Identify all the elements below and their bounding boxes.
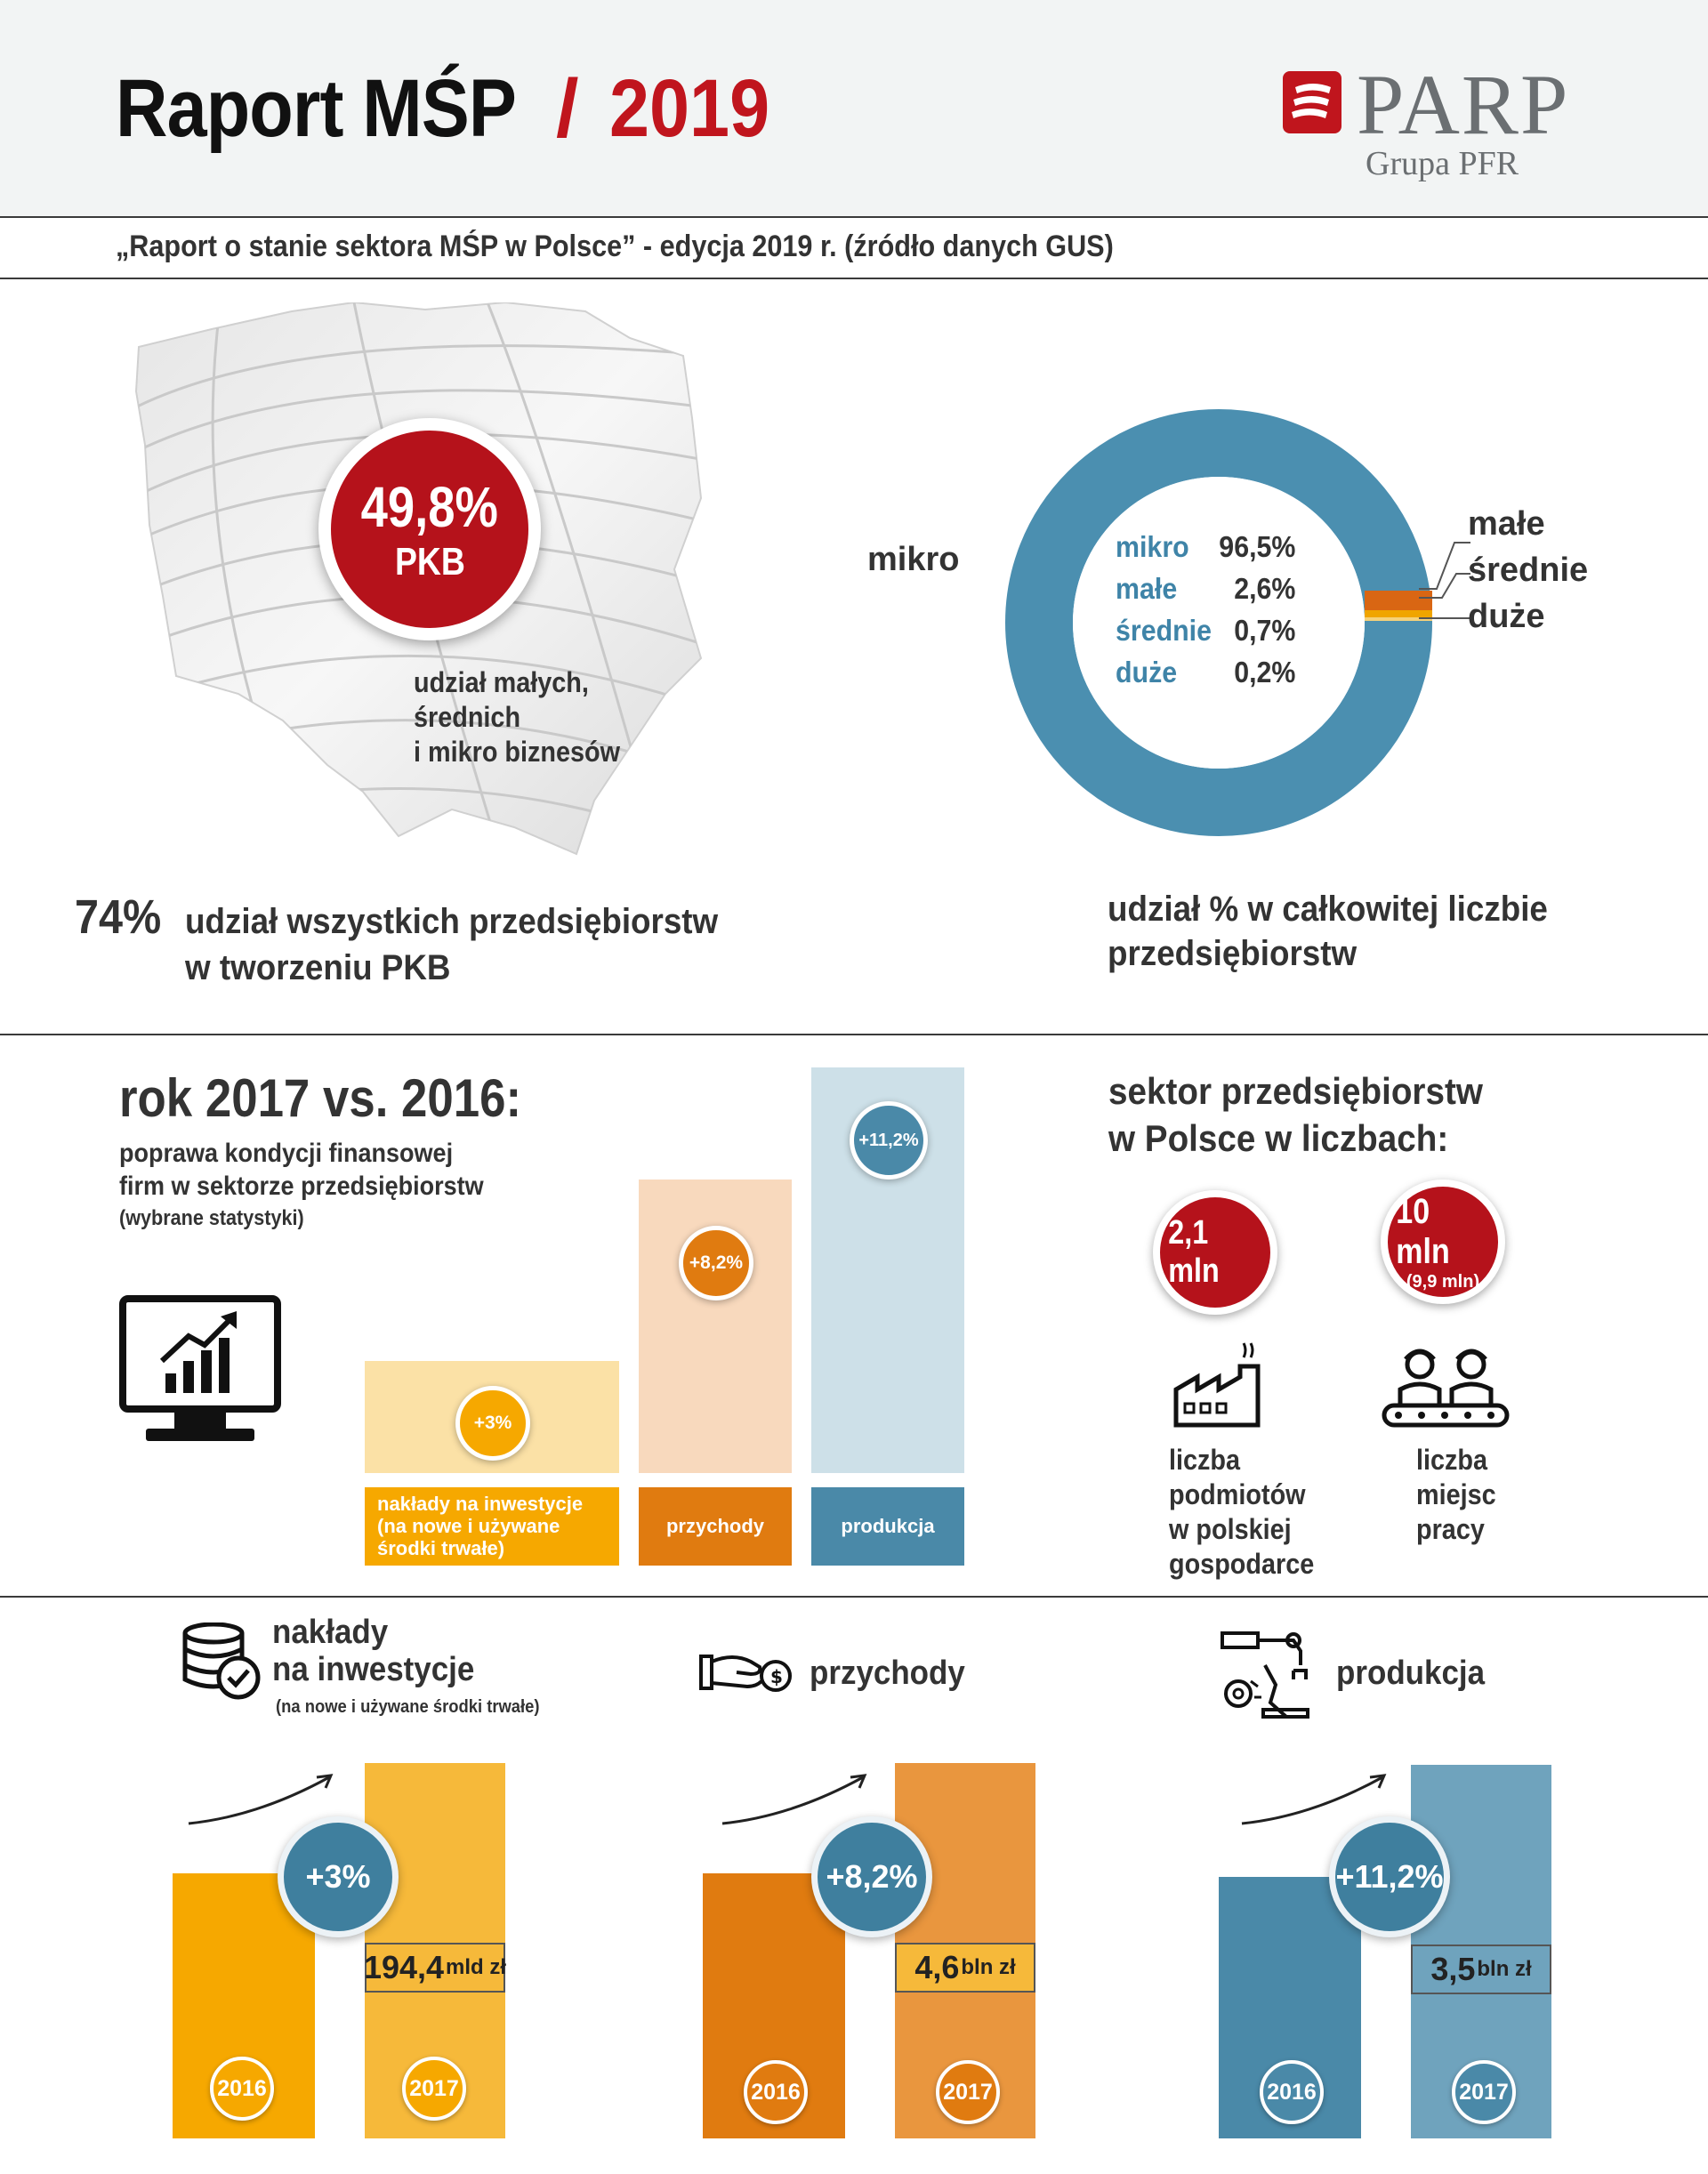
stat-circle-jobs bbox=[1381, 1180, 1505, 1304]
donut-row-label: mikro bbox=[1116, 530, 1189, 563]
pkb-circle bbox=[318, 418, 541, 640]
donut-leader-lines bbox=[1401, 525, 1472, 640]
logo-name: PARP bbox=[1357, 57, 1570, 152]
detail-amount bbox=[1411, 1945, 1551, 1994]
donut-row-value: 0,2% bbox=[1234, 656, 1296, 688]
pkb-desc-line: udział małych, bbox=[414, 666, 589, 698]
title-year: 2019 bbox=[609, 63, 770, 154]
comparison-title: rok 2017 vs. 2016: bbox=[119, 1068, 522, 1128]
gdp-desc-line: w tworzeniu PKB bbox=[185, 948, 451, 987]
comparison-category-revenue: przychody bbox=[639, 1487, 792, 1566]
amount-unit: mld zł bbox=[446, 1955, 507, 1979]
detail-title-line: nakłady bbox=[272, 1614, 389, 1651]
logo-group: Grupa PFR bbox=[1366, 145, 1519, 182]
amount-number: 194,4 bbox=[363, 1949, 445, 1985]
comparison-subtitle bbox=[119, 1137, 484, 1203]
amount-number: 3,5 bbox=[1430, 1951, 1476, 1987]
detail-badge: +3% bbox=[278, 1816, 399, 1937]
detail-badge: +8,2% bbox=[811, 1816, 932, 1937]
donut-row-srednie bbox=[1116, 614, 1295, 648]
donut-row-value: 96,5% bbox=[1219, 530, 1296, 563]
donut-row-label: duże bbox=[1116, 656, 1178, 688]
stat-subvalue: (9,9 mln) bbox=[1406, 1271, 1480, 1292]
donut-caption-line: udział % w całkowitej liczbie bbox=[1108, 890, 1548, 929]
comparison-category-investment bbox=[365, 1487, 619, 1566]
donut-label-male: małe bbox=[1468, 505, 1545, 543]
pkb-label: PKB bbox=[394, 540, 465, 584]
category-line: (na nowe i używane bbox=[377, 1515, 560, 1537]
stat-desc-line: podmiotów bbox=[1169, 1478, 1306, 1510]
divider bbox=[0, 278, 1708, 279]
gdp-desc-line: udział wszystkich przedsiębiorstw bbox=[185, 902, 719, 941]
stat-desc-line: liczba bbox=[1169, 1444, 1241, 1476]
pkb-description bbox=[414, 665, 620, 769]
gdp-total-pct: 74% bbox=[75, 890, 162, 944]
category-line: środki trwałe) bbox=[377, 1537, 505, 1559]
gdp-total-desc bbox=[185, 898, 718, 991]
detail-note-investment: (na nowe i używane środki trwałe) bbox=[276, 1697, 540, 1717]
donut-row-label: małe bbox=[1116, 572, 1178, 605]
svg-text:$: $ bbox=[770, 1666, 783, 1687]
year-badge-2017: 2017 bbox=[402, 2057, 466, 2121]
pkb-desc-line: i mikro biznesów bbox=[414, 736, 621, 768]
year-badge-2016: 2016 bbox=[744, 2060, 808, 2124]
factory-icon bbox=[1172, 1340, 1265, 1429]
donut-caption bbox=[1108, 887, 1548, 976]
parp-logo-icon bbox=[1283, 71, 1341, 133]
robot-arm-icon bbox=[1219, 1630, 1313, 1720]
stat-desc-line: w polskiej bbox=[1169, 1513, 1292, 1545]
pkb-desc-line: średnich bbox=[414, 701, 521, 733]
detail-title-revenue: przychody bbox=[810, 1655, 965, 1692]
year-badge-2017: 2017 bbox=[936, 2060, 1000, 2124]
comparison-badge: +11,2% bbox=[850, 1101, 928, 1180]
donut-row-value: 0,7% bbox=[1234, 614, 1296, 647]
hand-money-icon bbox=[697, 1647, 795, 1697]
year-badge-2016: 2016 bbox=[1260, 2060, 1324, 2124]
comparison-sub-line: firm w sektorze przedsiębiorstw bbox=[119, 1172, 484, 1201]
donut-row-duze bbox=[1116, 656, 1295, 689]
detail-badge: +11,2% bbox=[1329, 1816, 1450, 1937]
comparison-category-production: produkcja bbox=[811, 1487, 964, 1566]
stat-desc-entities bbox=[1169, 1443, 1314, 1582]
stat-value: 2,1 mln bbox=[1168, 1214, 1220, 1290]
donut-label-srednie: średnie bbox=[1468, 552, 1589, 589]
donut-row-male bbox=[1116, 572, 1295, 606]
amount-unit: bln zł bbox=[961, 1955, 1016, 1979]
donut-row-mikro bbox=[1116, 530, 1295, 564]
year-badge-2016: 2016 bbox=[210, 2057, 274, 2121]
donut-caption-line: przedsiębiorstw bbox=[1108, 934, 1358, 973]
database-check-icon bbox=[181, 1622, 263, 1701]
sector-title-line: w Polsce w liczbach: bbox=[1108, 1117, 1449, 1159]
stat-desc-line: liczba bbox=[1416, 1444, 1488, 1476]
sector-title-line: sektor przedsiębiorstw bbox=[1108, 1070, 1483, 1112]
divider bbox=[0, 1596, 1708, 1598]
comparison-sub-line: poprawa kondycji finansowej bbox=[119, 1139, 454, 1168]
pkb-value: 49,8% bbox=[360, 475, 499, 539]
donut-row-label: średnie bbox=[1116, 614, 1212, 647]
detail-title-production: produkcja bbox=[1336, 1655, 1486, 1692]
title-slash: / bbox=[556, 63, 579, 154]
monitor-chart-icon bbox=[119, 1295, 281, 1448]
amount-unit: bln zł bbox=[1477, 1957, 1532, 1981]
detail-amount bbox=[895, 1943, 1035, 1993]
stat-desc-jobs bbox=[1416, 1443, 1496, 1547]
stat-value: 10 mln bbox=[1396, 1191, 1450, 1271]
page-title: Raport MŚP bbox=[116, 63, 517, 154]
detail-title-line: na inwestycje bbox=[272, 1651, 475, 1688]
detail-amount bbox=[365, 1943, 505, 1993]
donut-label-mikro: mikro bbox=[867, 541, 960, 578]
stat-desc-line: pracy bbox=[1416, 1513, 1485, 1545]
amount-number: 4,6 bbox=[914, 1949, 960, 1985]
comparison-bar-revenue bbox=[639, 1180, 792, 1473]
comparison-badge: +3% bbox=[455, 1386, 530, 1461]
stat-desc-line: miejsc bbox=[1416, 1478, 1496, 1510]
comparison-note: (wybrane statystyki) bbox=[119, 1206, 304, 1230]
stat-circle-entities bbox=[1153, 1190, 1277, 1315]
comparison-badge: +8,2% bbox=[679, 1226, 753, 1300]
workers-icon bbox=[1381, 1340, 1511, 1429]
divider bbox=[0, 216, 1708, 218]
divider bbox=[0, 1034, 1708, 1035]
donut-label-duze: duże bbox=[1468, 598, 1545, 635]
donut-row-value: 2,6% bbox=[1234, 572, 1296, 605]
stat-desc-line: gospodarce bbox=[1169, 1548, 1315, 1580]
category-line: nakłady na inwestycje bbox=[377, 1493, 584, 1515]
year-badge-2017: 2017 bbox=[1452, 2060, 1516, 2124]
sector-title bbox=[1108, 1067, 1483, 1162]
detail-title-investment bbox=[272, 1614, 474, 1688]
subtitle: „Raport o stanie sektora MŚP w Polsce” - edycja 2019 r. (źródło danych GUS) bbox=[116, 229, 1114, 263]
